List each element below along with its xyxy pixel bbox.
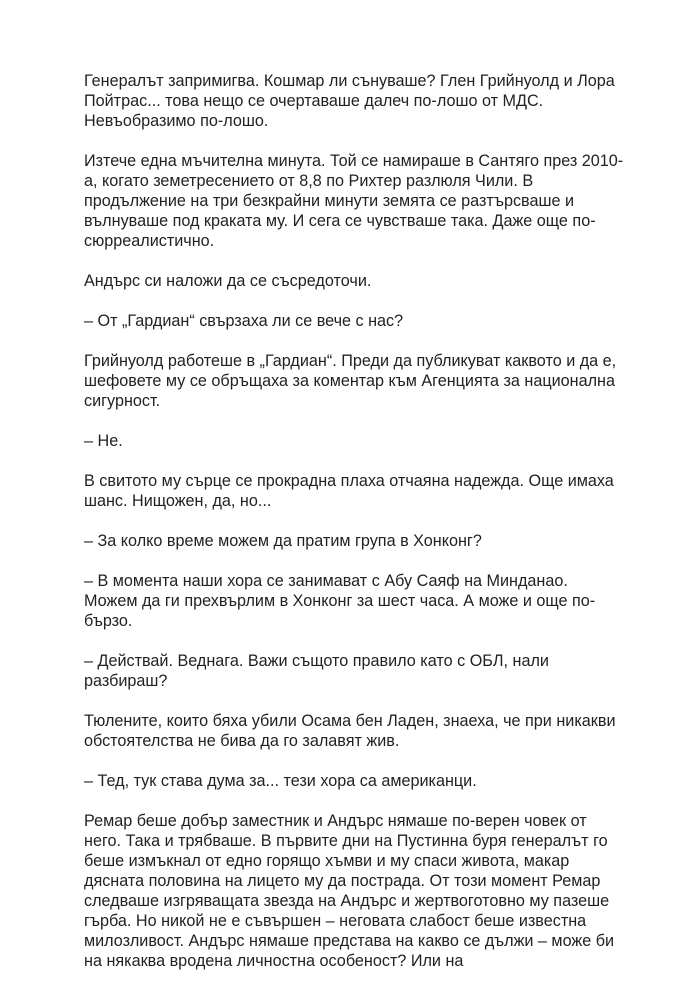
paragraph-2: Изтече една мъчителна минута. Той се намираше в Сантяго през 2010-а, когато земетресението от 8,8 по Рихтер разлюля Чили. В продължение на три безкрайни минути земята се разтърсваше и вълнуваше под краката му. И сега се чувстваше така. Даже още по-сюрреалистично. [84, 152, 624, 250]
paragraph-7: В свитото му сърце се прокрадна плаха отчаяна надежда. Още имаха шанс. Нищожен, да, но... [84, 472, 614, 510]
paragraph-11: Тюлените, които бяха убили Осама бен Ладен, знаеха, че при никакви обстоятелства не бива да го залавят жив. [84, 712, 616, 750]
paragraph-13: Ремар беше добър заместник и Андърс нямаше по-верен човек от него. Така и трябваше. В първите дни на Пустинна буря генералът го беше измъкнал от едно горящо хъмви и му спаси живота, макар дясната половина на лицето му да пострада. От този момент Ремар следваше изгряващата звезда на Андърс и жертвоготовно му пазеше гърба. Но никой не е съвършен – неговата слабост беше известна милозливост. Андърс нямаше представа на какво се дължи – може би на някаква вродена личностна особеност? Или на [84, 812, 615, 970]
paragraph-9: – В момента наши хора се занимават с Абу Саяф на Минданао. Можем да ги прехвърлим в Хонконг за шест часа. А може и още по-бързо. [84, 572, 596, 630]
paragraph-6: – Не. [84, 432, 123, 450]
paragraph-1: Генералът запримигва. Кошмар ли сънуваше? Глен Грийнуолд и Лора Пойтрас... това нещо се очертаваше далеч по-лошо от МДС. Невъобразимо по-лошо. [84, 72, 615, 130]
paragraph-4: – От „Гардиан“ свързаха ли се вече с нас? [84, 312, 404, 330]
paragraph-8: – За колко време можем да пратим група в Хонконг? [84, 532, 482, 550]
paragraph-5: Грийнуолд работеше в „Гардиан“. Преди да публикуват каквото и да е, шефовете му се обръщаха за коментар към Агенцията за национална сигурност. [84, 352, 617, 410]
document-body [84, 71, 624, 991]
paragraph-12: – Тед, тук става дума за... тези хора са американци. [84, 772, 477, 790]
paragraph-10: – Действай. Веднага. Важи същото правило като с ОБЛ, нали разбираш? [84, 652, 549, 690]
paragraph-3: Андърс си наложи да се съсредоточи. [84, 272, 372, 290]
